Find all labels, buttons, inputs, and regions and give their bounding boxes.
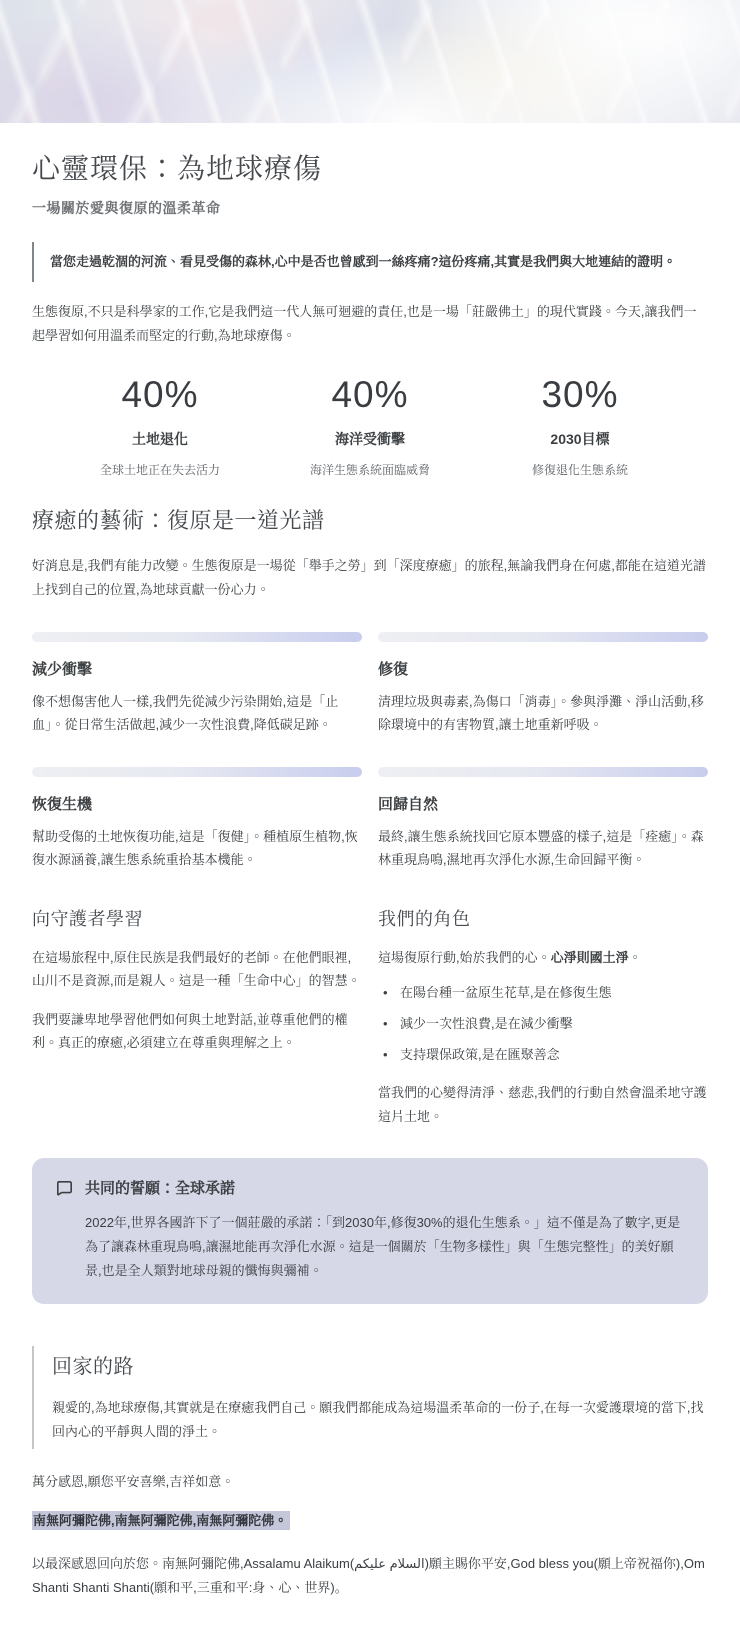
card-text: 清理垃圾與毒素,為傷口「消毒」。參與淨灘、淨山活動,移除環境中的有害物質,讓土地重新呼吸。 xyxy=(378,694,704,733)
stat-value: 30% xyxy=(541,374,619,416)
card-title: 恢復生機 xyxy=(32,795,93,813)
list-item: • 支持環保政策,是在匯聚善念 xyxy=(378,1044,708,1066)
homeward-section xyxy=(32,1346,708,1449)
opening-quote: 當您走過乾涸的河流、看見受傷的森林,心中是否也曾感到一絲疼痛?這份疼痛,其實是我們與大地連結的證明。 xyxy=(32,242,708,282)
column-closing-paragraph: 當我們的心變得清淨、慈悲,我們的行動自然會溫柔地守護這片土地。 xyxy=(378,1085,707,1124)
gradient-divider xyxy=(378,767,708,777)
card-restore-nature xyxy=(378,767,708,871)
lead-text: 這場復原行動,始於我們的心。 xyxy=(378,949,551,965)
highlighted-chant: 南無阿彌陀佛,南無阿彌陀佛,南無阿彌陀佛。 xyxy=(32,1511,290,1530)
card-text: 像不想傷害他人一樣,我們先從減少污染開始,這是「止血」。從日常生活做起,減少一次性浪費,降低碳足跡。 xyxy=(32,694,339,733)
document-body xyxy=(0,123,740,1626)
stat-ocean-impact xyxy=(270,374,470,478)
homeward-title: 回家的路 xyxy=(52,1356,134,1379)
list-item: • 減少一次性浪費,是在減少衝擊 xyxy=(378,1013,708,1035)
page-title: 心靈環保：為地球療傷 xyxy=(32,153,323,184)
card-text: 最終,讓生態系統找回它原本豐盛的樣子,這是「痊癒」。森林重現鳥鳴,濕地再次淨化水源,生命回歸平衡。 xyxy=(378,828,704,867)
hero-banner-image xyxy=(0,0,740,123)
multifaith-blessing: 以最深感恩回向於您。南無阿彌陀佛,Assalamu Alaikum(السلام عليكم)願主賜你平安,God bless you(願上帝祝福你),Om Shanti Shanti Shanti(願和平,三重和平:身、心、世界)。 xyxy=(32,1555,705,1595)
stat-value: 40% xyxy=(121,374,199,416)
chant-line xyxy=(32,1511,708,1532)
global-pledge-callout xyxy=(32,1158,708,1304)
card-title: 修復 xyxy=(378,661,409,679)
column-our-role xyxy=(378,905,708,1128)
column-learn-from-guardians xyxy=(32,905,362,1128)
callout-text: 2022年,世界各國許下了一個莊嚴的承諾：「到2030年,修復30%的退化生態系。」這不僅是為了數字,更是為了讓森林重現鳥鳴,讓濕地能再次淨化水源。這是一個關於「生物多樣性」與「生態完整性」的美好願景,也是全人類對地球母親的懺悔與彌補。 xyxy=(85,1215,681,1279)
homeward-text: 親愛的,為地球療傷,其實就是在療癒我們自己。願我們都能成為這場溫柔革命的一份子,在每一次愛護環境的當下,找回內心的平靜與人間的淨土。 xyxy=(52,1400,704,1439)
two-column-section xyxy=(32,905,708,1128)
stat-label: 2030目標 xyxy=(550,431,610,448)
card-title: 減少衝擊 xyxy=(32,661,93,679)
stat-value: 40% xyxy=(331,374,409,416)
card-rehabilitate xyxy=(32,767,362,871)
gradient-divider xyxy=(378,632,708,642)
card-text: 幫助受傷的土地恢復功能,這是「復健」。種植原生植物,恢復水源涵養,讓生態系統重拾基本機能。 xyxy=(32,828,358,867)
lead-text: 。 xyxy=(628,949,642,965)
stat-label: 土地退化 xyxy=(132,431,188,448)
stat-2030-goal xyxy=(480,374,680,478)
stat-label: 海洋受衝擊 xyxy=(335,431,405,448)
lead-emphasis: 心淨則國土淨 xyxy=(550,949,629,965)
callout-header xyxy=(56,1177,684,1198)
list-item: • 在陽台種一盆原生花草,是在修復生態 xyxy=(378,982,708,1004)
stat-caption: 修復退化生態系統 xyxy=(531,463,628,478)
stat-caption: 全球土地正在失去活力 xyxy=(99,463,220,478)
stats-row xyxy=(60,374,680,478)
column-lead-paragraph xyxy=(378,946,708,969)
page-subtitle: 一場關於愛與復原的溫柔革命 xyxy=(32,200,221,216)
column-title: 向守護者學習 xyxy=(32,908,143,929)
section-title-healing-art: 療癒的藝術：復原是一道光譜 xyxy=(32,508,325,534)
column-paragraph: 在這場旅程中,原住民族是我們最好的老師。在他們眼裡,山川不是資源,而是親人。這是一種「生命中心」的智慧。 xyxy=(32,949,361,989)
section-intro-paragraph: 好消息是,我們有能力改變。生態復原是一場從「舉手之勞」到「深度療癒」的旅程,無論我們身在何處,都能在這道光譜上找到自己的位置,為地球貢獻一份心力。 xyxy=(32,558,706,598)
intro-paragraph: 生態復原,不只是科學家的工作,它是我們這一代人無可迴避的責任,也是一場「莊嚴佛土」的現代實踐。今天,讓我們一起學習如何用溫柔而堅定的行動,為地球療傷。 xyxy=(32,304,697,344)
stat-land-degradation xyxy=(60,374,260,478)
gradient-divider xyxy=(32,632,362,642)
gradient-divider xyxy=(32,767,362,777)
role-bullet-list xyxy=(378,982,708,1066)
card-remediate xyxy=(378,632,708,736)
card-title: 回歸自然 xyxy=(378,795,439,813)
column-paragraph: 我們要謙卑地學習他們如何與土地對話,並尊重他們的權利。真正的療癒,必須建立在尊重與理解之上。 xyxy=(32,1011,348,1050)
gratitude-line: 萬分感恩,願您平安喜樂,吉祥如意。 xyxy=(32,1474,235,1490)
card-reduce-impact xyxy=(32,632,362,736)
callout-title: 共同的誓願：全球承諾 xyxy=(85,1180,236,1198)
chat-bubble-icon xyxy=(56,1180,72,1196)
column-title: 我們的角色 xyxy=(378,908,471,929)
stat-caption: 海洋生態系統面臨威脅 xyxy=(309,463,430,478)
spectrum-cards-grid xyxy=(32,632,708,871)
